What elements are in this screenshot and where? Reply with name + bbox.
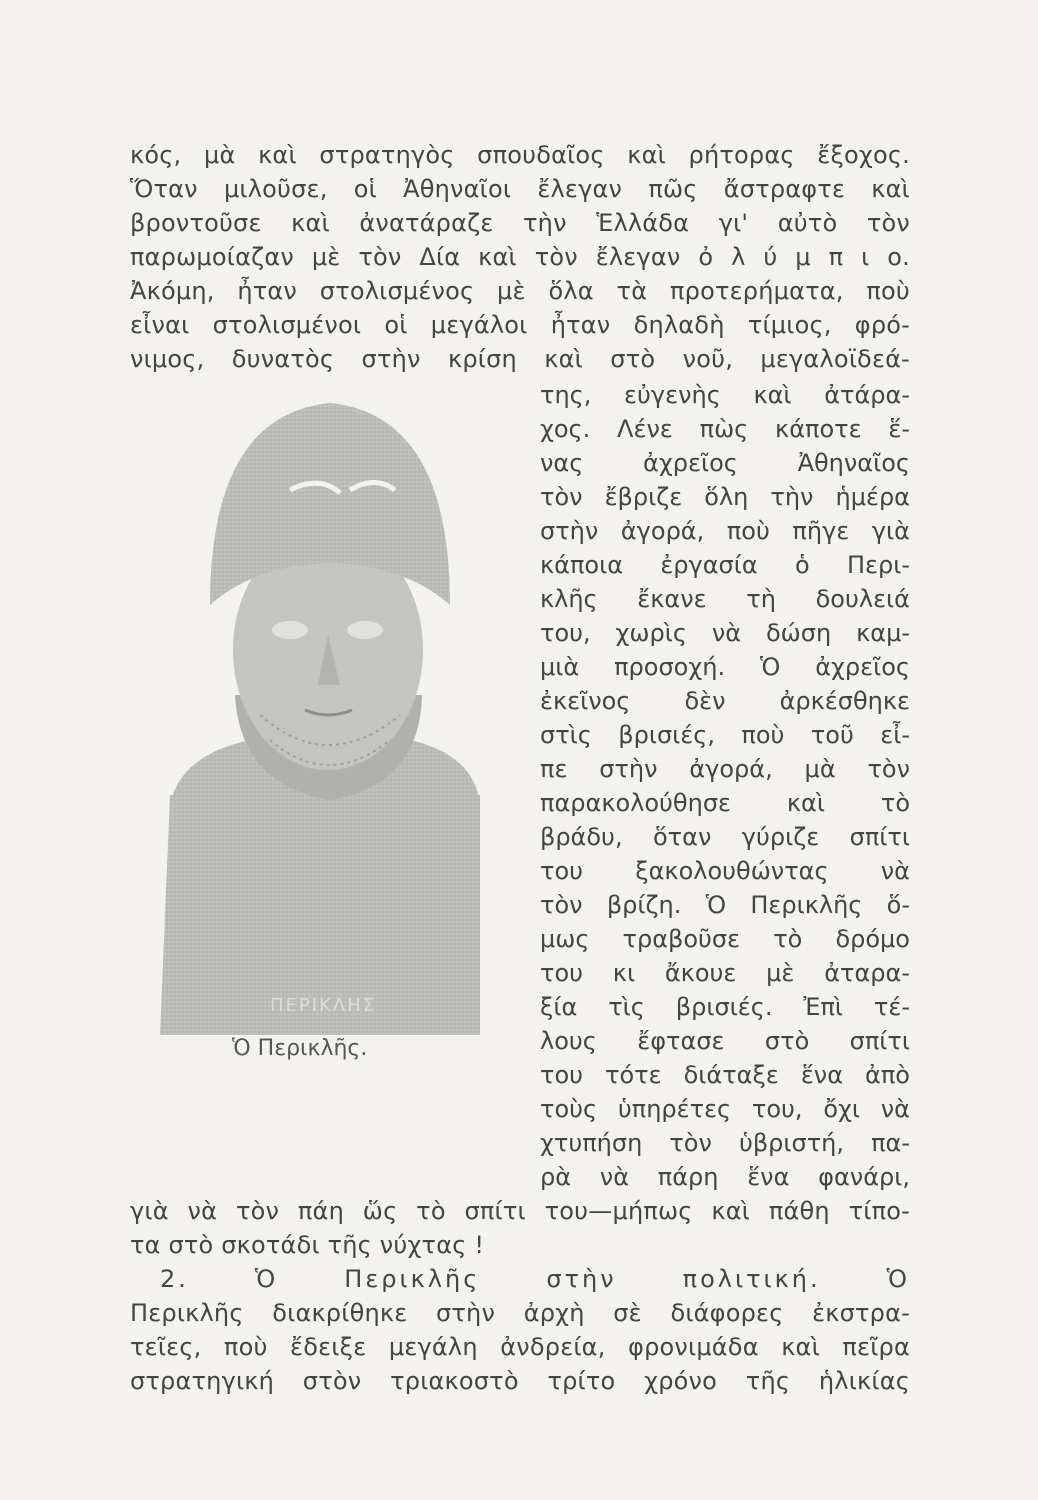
side-text-line: χτυπήση τὸν ὑβριστή, πα- xyxy=(540,1129,910,1157)
bust-inscription: ΠΕΡΙΚΛΗΣ xyxy=(270,995,377,1016)
text-line: κός, μὰ καὶ στρατηγὸς σπουδαῖος καὶ ρήτορας ἔξοχος. xyxy=(130,141,910,169)
side-text-line: ἐκεῖνος δὲν ἀρκέσθηκε xyxy=(540,687,910,715)
side-text-line: ρὰ νὰ πάρη ἕνα φανάρι, xyxy=(540,1163,910,1191)
side-text-line: της, εὐγενὴς καὶ ἀτάρα- xyxy=(540,381,910,409)
text-line: Ὅταν μιλοῦσε, οἱ Ἀθηναῖοι ἔλεγαν πῶς ἄστραφτε καὶ xyxy=(130,175,910,203)
text-line: στρατηγική στὸν τριακοστὸ τρίτο χρόνο τῆς ἡλικίας xyxy=(130,1367,910,1395)
side-text-line: ξία τὶς βρισιές. Ἐπὶ τέ- xyxy=(540,993,910,1021)
side-text-line: τὸν ἔβριζε ὅλη τὴν ἡμέρα xyxy=(540,483,910,511)
side-text-line: του ξακολουθώντας νὰ xyxy=(540,857,910,885)
side-text-line: στὶς βρισιές, ποὺ τοῦ εἶ- xyxy=(540,721,910,749)
side-text-line: τοὺς ὑπηρέτες του, ὄχι νὰ xyxy=(540,1095,910,1123)
side-text-line: λους ἔφτασε στὸ σπίτι xyxy=(540,1027,910,1055)
side-text-line: χος. Λένε πὼς κάποτε ἕ- xyxy=(540,415,910,443)
pericles-bust-illustration xyxy=(150,395,510,1040)
side-text-line: του, χωρὶς νὰ δώση καμ- xyxy=(540,619,910,647)
side-text-line: μιὰ προσοχή. Ὁ ἀχρεῖος xyxy=(540,653,910,681)
side-text-line: στὴν ἀγορά, ποὺ πῆγε γιὰ xyxy=(540,517,910,545)
side-text-line: βράδυ, ὅταν γύριζε σπίτι xyxy=(540,823,910,851)
side-text-line: μως τραβοῦσε τὸ δρόμο xyxy=(540,925,910,953)
side-text-line: παρακολούθησε καὶ τὸ xyxy=(540,789,910,817)
side-text-line: κλῆς ἔκανε τὴ δουλειά xyxy=(540,585,910,613)
text-line: γιὰ νὰ τὸν πάη ὥς τὸ σπίτι του—μήπως καὶ πάθη τίπο- xyxy=(130,1197,910,1225)
side-text-line: κάποια ἐργασία ὁ Περι- xyxy=(540,551,910,579)
side-text-line: πε στὴν ἀγορά, μὰ τὸν xyxy=(540,755,910,783)
figure-caption: Ὁ Περικλῆς. xyxy=(232,1036,368,1061)
side-text-line: νας ἀχρεῖος Ἀθηναῖος xyxy=(540,449,910,477)
side-text-line: του κι ἄκουε μὲ ἀταρα- xyxy=(540,959,910,987)
text-line: Ἀκόμη, ἦταν στολισμένος μὲ ὅλα τὰ προτερήματα, ποὺ xyxy=(130,277,910,305)
section-heading: 2. Ὁ Περικλῆς στὴν πολιτική. Ὁ xyxy=(160,1265,910,1293)
text-line: νιμος, δυνατὸς στὴν κρίση καὶ στὸ νοῦ, μεγαλοϊδεά- xyxy=(130,345,910,373)
side-text-line: τὸν βρίζη. Ὁ Περικλῆς ὅ- xyxy=(540,891,910,919)
text-line: τεῖες, ποὺ ἔδειξε μεγάλη ἀνδρεία, φρονιμάδα καὶ πεῖρα xyxy=(130,1333,910,1361)
text-line: Περικλῆς διακρίθηκε στὴν ἀρχὴ σὲ διάφορες ἐκστρα- xyxy=(130,1299,910,1327)
text-line: βροντοῦσε καὶ ἀνατάραζε τὴν Ἑλλάδα γι' αὐτὸ τὸν xyxy=(130,209,910,237)
text-line: τα στὸ σκοτάδι τῆς νύχτας ! xyxy=(130,1231,485,1259)
text-line: εἶναι στολισμένοι οἱ μεγάλοι ἦταν δηλαδὴ τίμιος, φρό- xyxy=(130,311,910,339)
text-line: παρωμοίαζαν μὲ τὸν Δία καὶ τὸν ἔλεγαν ὀ λ ύ μ π ι ο. xyxy=(130,243,910,271)
side-text-line: του τότε διάταξε ἕνα ἀπὸ xyxy=(540,1061,910,1089)
